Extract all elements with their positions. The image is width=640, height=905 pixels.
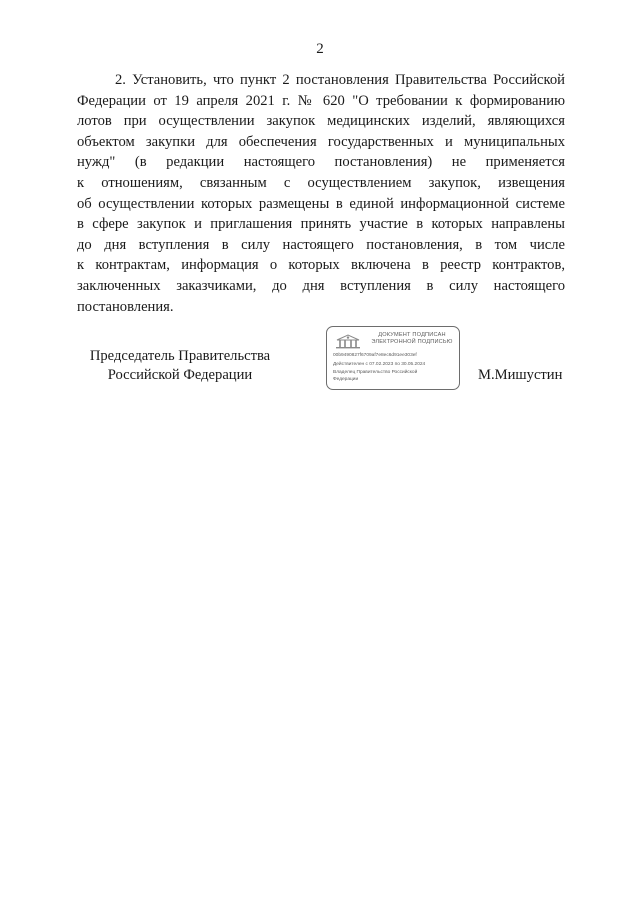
signer-title-line: Председатель Правительства	[89, 348, 271, 364]
stamp-validity-period: Действителен с 07.02.2023 по 30.05.2024	[333, 362, 426, 367]
paragraph-line: 2. Установить, что пункт 2 постановления Правительства Российской	[115, 72, 565, 88]
paragraph-line: к контрактам, информация о которых включена в реестр контрактов,	[77, 257, 565, 274]
paragraph-line: объектом закупки для обеспечения государственных и муниципальных	[77, 133, 565, 150]
stamp-header	[367, 332, 457, 346]
paragraph-line: постановления.	[77, 298, 174, 315]
signer-title-line: Российской Федерации	[107, 367, 253, 383]
russian-coat-of-arms-icon	[335, 333, 361, 350]
stamp-owner: Владелец Правительство Российской	[333, 370, 418, 375]
stamp-certificate-serial: 00b9490827f6709af7e8ec6d91ee303ef	[333, 353, 417, 358]
paragraph-line: лотов при осуществлении закупок медицинских изделий, являющихся	[77, 113, 565, 130]
stamp-header-line: ДОКУМЕНТ ПОДПИСАН	[378, 332, 446, 338]
paragraph-line: в сфере закупок и приглашения принять участие в которых направлены	[77, 216, 565, 233]
electronic-signature-stamp	[326, 326, 460, 390]
stamp-header-line: ЭЛЕКТРОННОЙ ПОДПИСЬЮ	[371, 339, 453, 345]
signer-title	[80, 347, 280, 385]
stamp-owner: Федерации	[333, 377, 359, 382]
page-number: 2	[316, 41, 324, 57]
paragraph-line: к отношениям, связанным с осуществлением закупок, извещения	[77, 174, 565, 191]
paragraph-line: до дня вступления в силу настоящего постановления, в том числе	[77, 236, 565, 253]
signer-name: М.Мишустин	[478, 367, 563, 383]
paragraph-line: заключенных заказчиками, до дня вступления в силу настоящего	[77, 277, 565, 294]
body-paragraph	[77, 70, 565, 317]
paragraph-line: нужд" (в редакции настоящего постановления) не применяется	[77, 154, 565, 171]
paragraph-line: Федерации от 19 апреля 2021 г. № 620 "О требовании к формированию	[77, 92, 565, 109]
paragraph-line: об осуществлении которых размещены в единой информационной системе	[77, 195, 565, 212]
